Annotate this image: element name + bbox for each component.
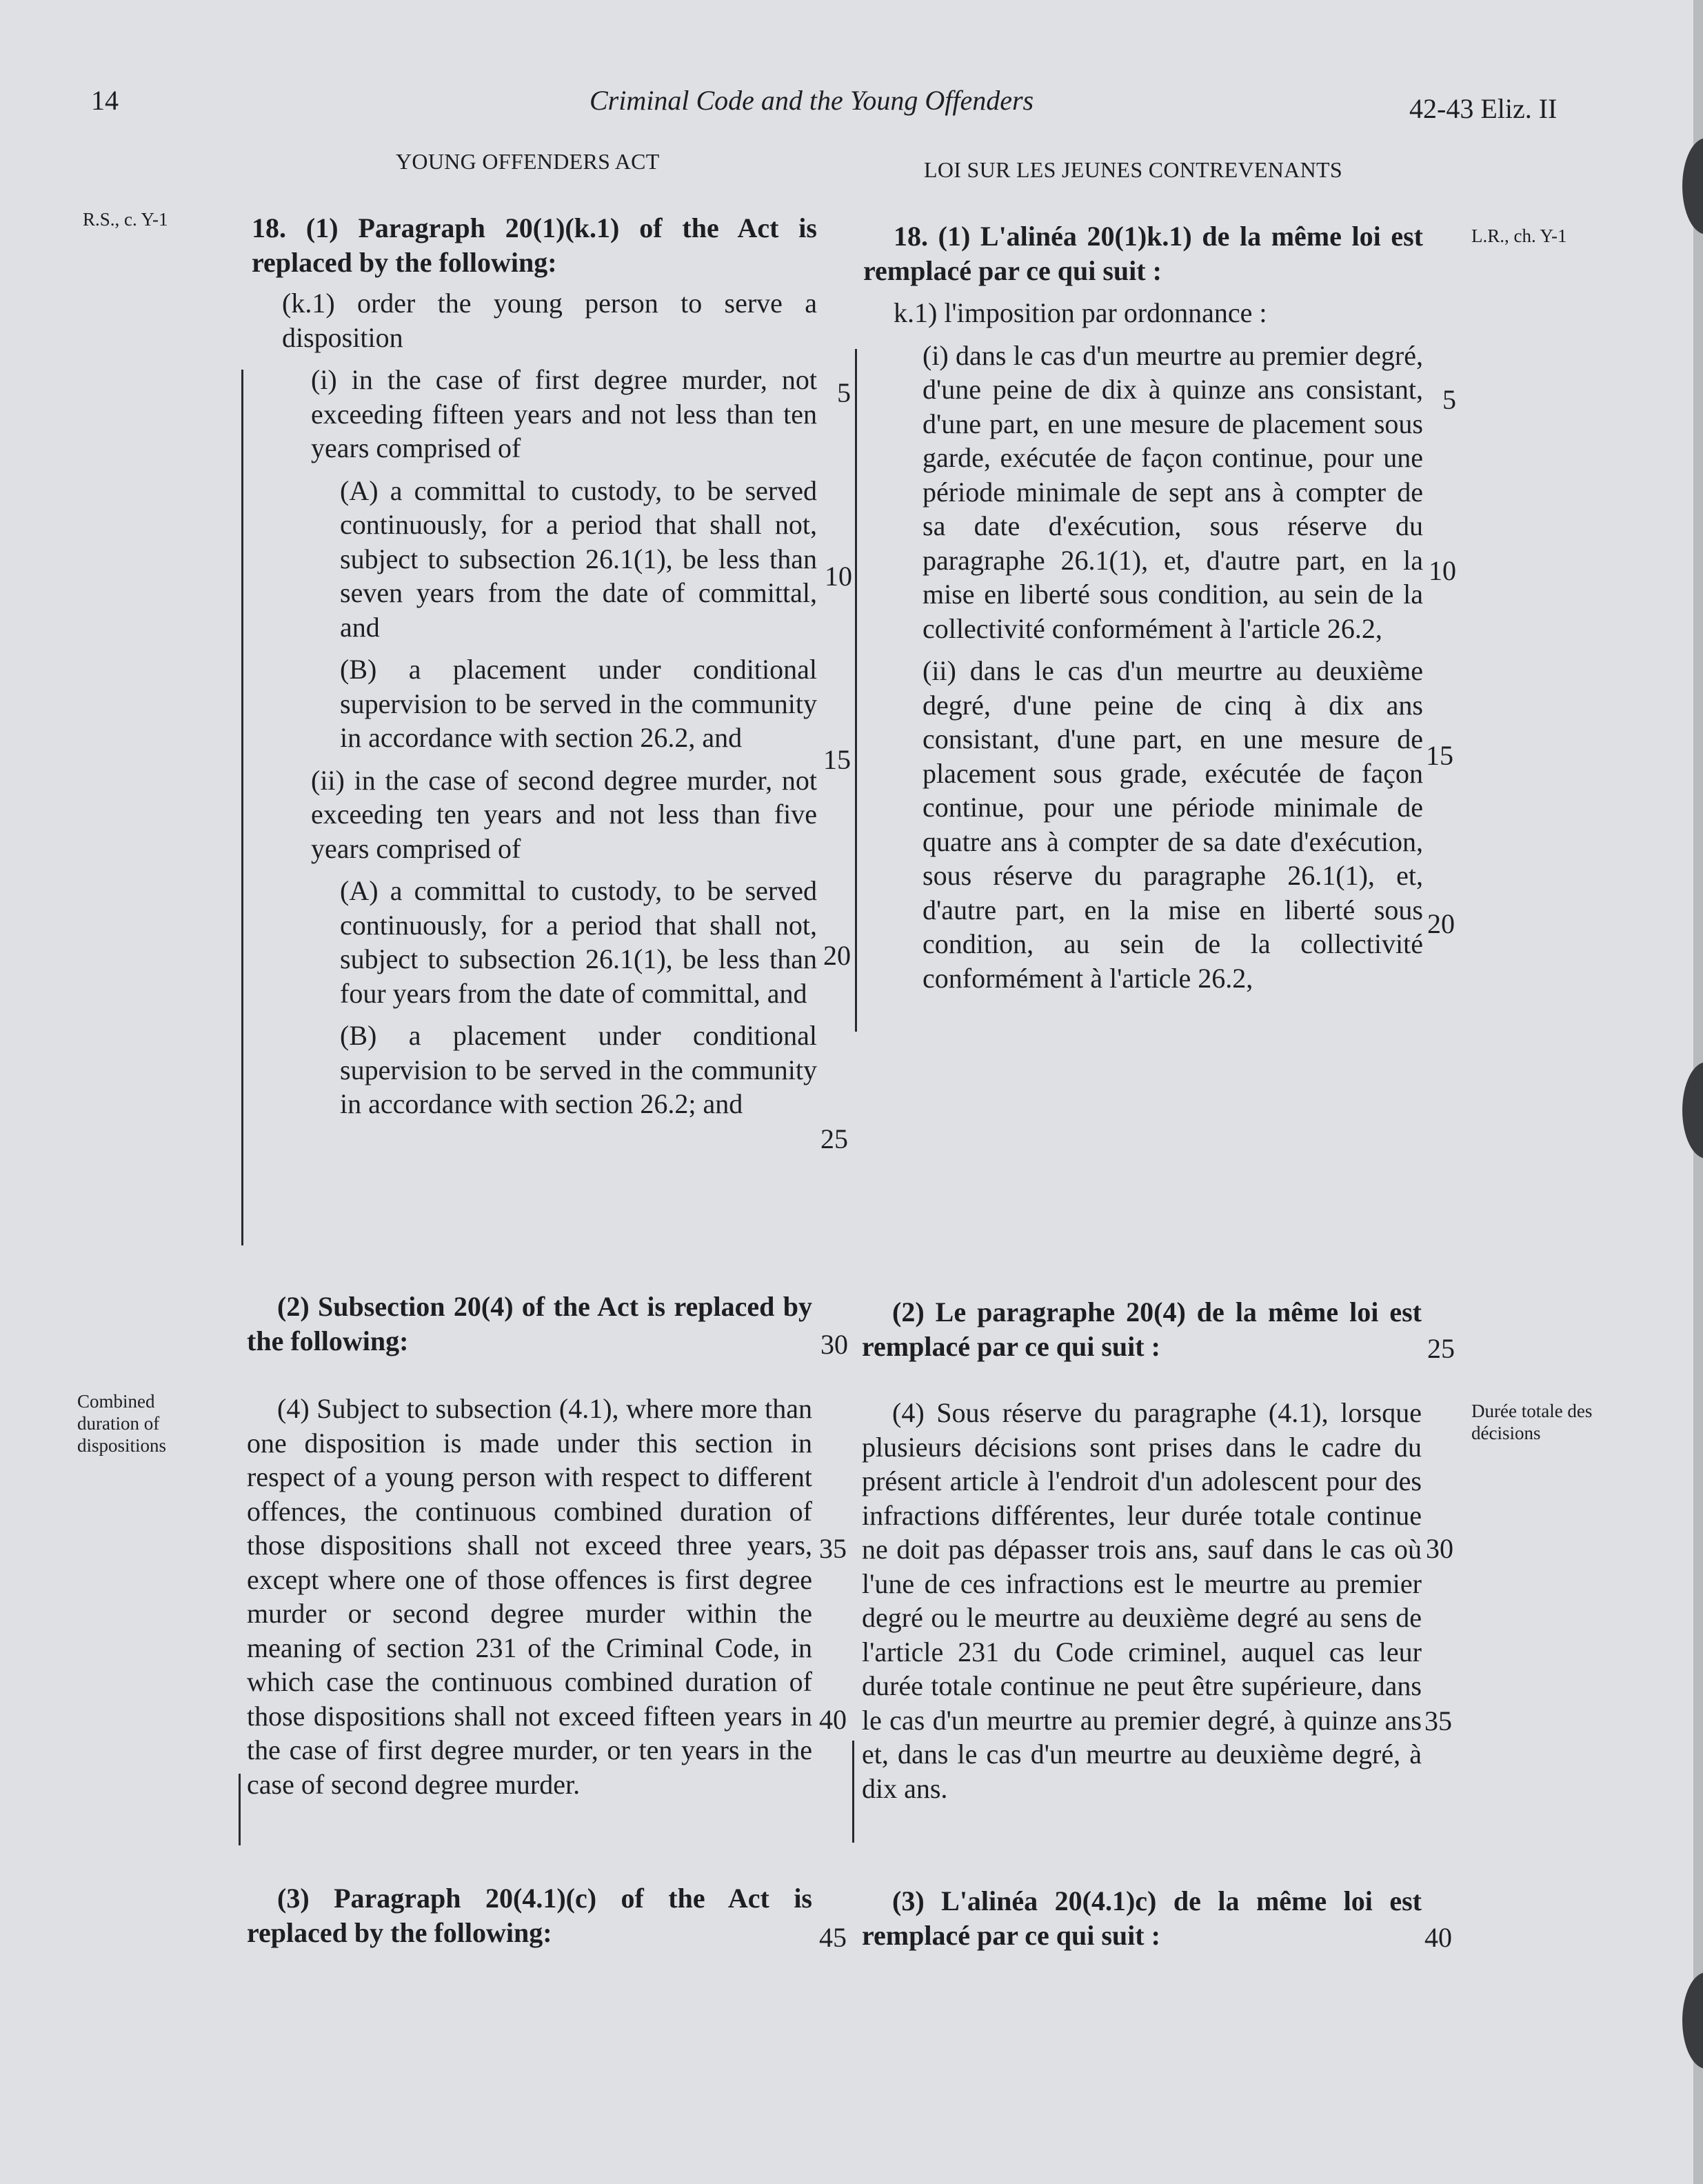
english-s18-1-heading: 18. (1) Paragraph 20(1)(k.1) of the Act is replaced by the following: xyxy=(252,212,817,278)
line-number: 45 xyxy=(819,1922,847,1953)
margin-note-lr: L.R., ch. Y-1 xyxy=(1471,226,1567,246)
english-clause-ii: (ii) in the case of second degree murder, not exceeding ten years and not less than five years comprised of xyxy=(311,764,817,864)
margin-note-duree-totale: Durée totale des décisions xyxy=(1471,1401,1593,1443)
french-s18-3 xyxy=(862,1884,1422,1952)
change-bar xyxy=(855,349,857,1032)
french-subsection-4: (4) Sous réserve du paragraphe (4.1), lorsque plusieurs décisions sont prises dans le cadre du présent article à l'endroit d'un adolescent pour des infractions différentes, leur durée totale continue ne doit pas dépasser trois ans, sauf dans le cas où l'une de ces infractions est le meurtre au premier degré ou le meurtre au deuxième degré au sens de l'article 231 du Code criminel, auquel cas leur durée totale continue ne peut être supérieure, dans le cas d'un meurtre au premier degré, à quinze ans et, dans le cas d'un meurtre au deuxième degré, à dix ans. xyxy=(862,1397,1422,1804)
line-number: 20 xyxy=(823,940,851,971)
regnal-year: 42-43 Eliz. II xyxy=(1409,93,1558,124)
page-title: Criminal Code and the Young Offenders xyxy=(590,85,1034,116)
french-s18-3-heading: (3) L'alinéa 20(4.1)c) de la même loi est remplacé par ce qui suit : xyxy=(862,1885,1422,1951)
line-number: 10 xyxy=(1429,555,1456,586)
french-clause-i: (i) dans le cas d'un meurtre au premier degré, d'une peine de dix à quinze ans consistant, d'une part, en une mesure de placement sous garde, exécutée de façon continue, pour une période minimale de sept ans à compter de sa date d'exécution, sous réserve du paragraphe 26.1(1), et, d'autre part, en la mise en liberté sous condition, au sein de la collectivité conformément à l'article 26.2, xyxy=(923,339,1423,644)
line-number: 25 xyxy=(820,1123,848,1154)
line-number: 35 xyxy=(819,1533,847,1564)
french-clause-ii: (ii) dans le cas d'un meurtre au deuxième degré, d'une peine de cinq à dix ans consistant, d'une part, en une mesure de placement sous grade, exécutée de façon continue, pour une période minimale de quatre ans à compter de sa date d'exécution, sous réserve du paragraphe 26.1(1), et, d'autre part, en la mise en liberté sous condition, au sein de la collectivité conformément à l'article 26.2, xyxy=(923,655,1423,994)
change-bar xyxy=(239,1774,241,1845)
english-s18-3 xyxy=(247,1881,812,1950)
english-s18-3-heading: (3) Paragraph 20(4.1)(c) of the Act is replaced by the following: xyxy=(247,1883,812,1948)
line-number: 25 xyxy=(1427,1333,1455,1364)
english-clause-ii-b: (B) a placement under conditional supervision to be served in the community in accordance with section 26.2; and xyxy=(340,1020,817,1119)
binder-hole xyxy=(1682,1062,1703,1159)
english-s18-2-heading: (2) Subsection 20(4) of the Act is replaced by the following: xyxy=(247,1291,812,1356)
line-number: 20 xyxy=(1427,908,1455,939)
change-bar xyxy=(241,370,243,1245)
english-clause-i: (i) in the case of first degree murder, not exceeding fifteen years and not less than ten years comprised of xyxy=(311,364,817,463)
english-subsection-4: (4) Subject to subsection (4.1), where more than one disposition is made under this section in respect of a young person with respect to different offences, the continuous combined duration of those dispositions shall not exceed three years, except where one of those offences is first degree murder or second degree murder within the meaning of section 231 of the Criminal Code, in which case the continuous combined duration of those dispositions shall not exceed fifteen years in the case of first degree murder, or ten years in the case of second degree murder. xyxy=(247,1393,812,1800)
line-number: 30 xyxy=(820,1329,848,1360)
french-s18-2 xyxy=(862,1295,1422,1363)
line-number: 40 xyxy=(1424,1922,1452,1953)
binder-hole xyxy=(1682,138,1703,234)
line-number: 35 xyxy=(1424,1705,1452,1736)
english-k1: (k.1) order the young person to serve a disposition xyxy=(282,288,817,353)
english-s18-2 xyxy=(247,1290,812,1358)
english-column xyxy=(252,211,817,1121)
english-clause-i-b: (B) a placement under conditional supervision to be served in the community in accordance with section 26.2, and xyxy=(340,654,817,753)
french-s18-1-heading: 18. (1) L'alinéa 20(1)k.1) de la même loi est remplacé par ce qui suit : xyxy=(863,221,1423,286)
line-number: 10 xyxy=(825,561,852,592)
line-number: 40 xyxy=(819,1704,847,1735)
line-number: 30 xyxy=(1426,1533,1453,1564)
english-clause-i-a: (A) a committal to custody, to be served continuously, for a period that shall not, subject to subsection 26.1(1), be less than seven years from the date of committal, and xyxy=(340,474,817,643)
french-k1: k.1) l'imposition par ordonnance : xyxy=(894,297,1267,328)
line-number: 15 xyxy=(823,744,851,775)
english-clause-ii-a: (A) a committal to custody, to be served continuously, for a period that shall not, subject to subsection 26.1(1), be less than four years from the date of committal, and xyxy=(340,875,817,1009)
french-column xyxy=(863,219,1423,995)
binder-hole xyxy=(1682,1972,1703,2069)
margin-note-rs: R.S., c. Y-1 xyxy=(83,209,168,230)
french-s4 xyxy=(862,1396,1422,1805)
page-number: 14 xyxy=(91,85,119,116)
right-column-heading: LOI SUR LES JEUNES CONTREVENANTS xyxy=(924,157,1342,182)
line-number: 15 xyxy=(1426,740,1453,771)
change-bar xyxy=(852,1741,854,1843)
line-number: 5 xyxy=(1442,384,1456,415)
line-number: 5 xyxy=(837,377,851,408)
english-s4 xyxy=(247,1392,812,1801)
margin-note-combined-duration: Combined duration of dispositions xyxy=(77,1391,167,1456)
left-column-heading: YOUNG OFFENDERS ACT xyxy=(396,149,660,174)
french-s18-2-heading: (2) Le paragraphe 20(4) de la même loi est remplacé par ce qui suit : xyxy=(862,1296,1422,1362)
